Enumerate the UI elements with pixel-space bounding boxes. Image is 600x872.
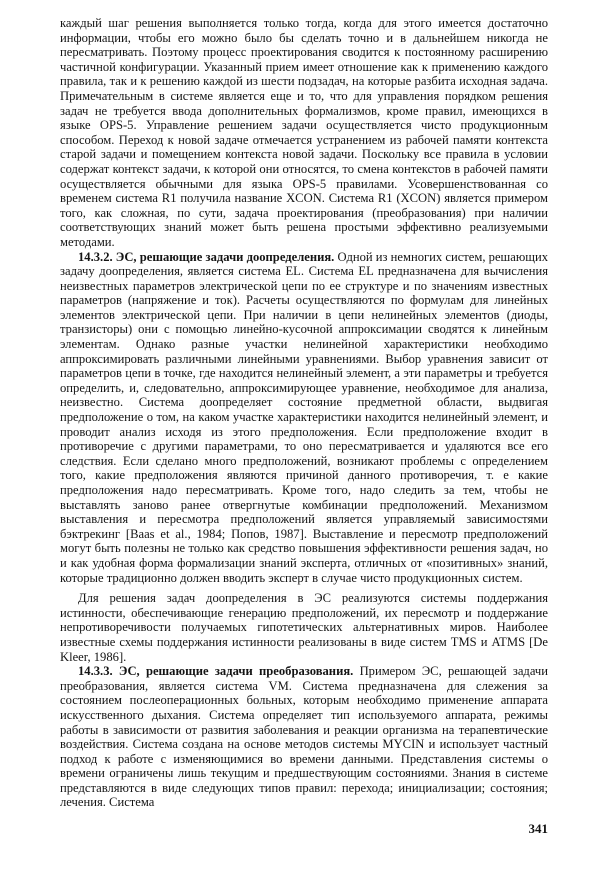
paragraph-vm-system xyxy=(60,664,548,810)
section-heading-14-3-3: 14.3.3. ЭС, решающие задачи преобразования. xyxy=(78,664,354,679)
section-heading-14-3-2: 14.3.2. ЭС, решающие задачи доопределения. xyxy=(78,249,335,264)
paragraph-r1-xcon xyxy=(60,16,548,250)
paragraph-text: каждый шаг решения выполняется только тогда, когда для этого имеется достаточно информации, чтобы его можно было бы сделать точно и в дальнейшем никогда не пересматривать. Поэтому процесс проектирования сводится к постоянному расширению частичной конфигурации. Указанный прием имеет отношение как к применению каждого правила, так и к решению каждой из шести подзадач, на которые разбита исходная задача. Примечательным в системе является еще и то, что для управления порядком решения задач не требуется ввода дополнительных формализмов, кроме правил, имеющихся в языке OPS-5. Управление решением задачи осуществляется чисто продукционным способом. Переход к новой задаче отмечается устранением из рабочей памяти контекста старой задачи и помещением контекста новой задачи. Поскольку все правила в условии содержат контекст задачи, к которой они относятся, то смена контекстов в рабочей памяти осуществляется обычными для языка OPS-5 правилами. Усовершенствованная со временем система R1 получила название XCON. Система R1 (XCON) является примером того, как сложная, по сути, задача проектирования (преобразования) при наличии соответствующих знаний может быть решена простыми эффективно реализуемыми методами. xyxy=(60,16,548,249)
paragraph-truth-maintenance xyxy=(60,591,548,664)
paragraph-text: Одной из немногих систем, решающих задачу доопределения, является система EL. Система EL предназначена для вычисления неизвестных параметров электрической цепи по ее структуре и по значениям известных параметров (напряжение и ток). Расчеты осуществляются по формулам для линейных элементов электрической цепи. При наличии в цепи нелинейных элементов (диоды, транзисторы) они с помощью линейно-кусочной аппроксимации сводятся к линейным элементам. Однако разные участки нелинейной характеристики необходимо аппроксимировать различными линейными уравнениями. Выбор уравнения зависит от параметров цепи в точке, где находится нелинейный элемент, а эти параметры и требуется определить, и, следовательно, аппроксимирующее уравнение, необходимое для анализа, неизвестно. Система доопределяет состояние предметной области, выдвигая предположение о том, на каком участке характеристики находится нелинейный элемент, и проводит анализ исходя из этого предположения. Если предположение входит в противоречие с другими параметрами, то оно пересматривается и удаляются все его следствия. Если сделано много предположений, возникают проблемы с определением того, какие предположения являются причиной данного противоречия, т. е какие предположения надо пересматривать. Кроме того, надо следить за тем, чтобы не выставлять заново ранее отвергнутые комбинации предположений. Механизмом выставления и пересмотра предположений является управляемый зависимостями бэктрекинг [Baas et al., 1984; Попов, 1987]. Выставление и пересмотр предположений могут быть полезны не только как средство повышения эффективности решения задач, но и как удобная форма формализации знаний эксперта, отличных от «позитивных» знаний, которые традиционно должен вводить эксперт в случае чисто продукционных систем. xyxy=(60,249,548,585)
page-number: 341 xyxy=(528,821,548,836)
paragraph-text: Для решения задач доопределения в ЭС реализуются системы поддержания истинности, обеспечивающие генерацию предположений, их пересмотр и поддержание непротиворечивости получаемых гипотетических альтернативных миров. Наиболее известные схемы поддержания истинности реализованы в виде систем TMS и ATMS [De Kleer, 1986]. xyxy=(60,591,548,664)
paragraph-el-system xyxy=(60,250,548,586)
paragraph-text: Примером ЭС, решающей задачи преобразования, является система VM. Система предназначена для слежения за состоянием послеоперационных больных, которым необходимо применение аппарата искусственного дыхания. Система определяет тип используемого аппарата, режимы работы в зависимости от развития заболевания и реакции организма на терапевтические воздействия. Система создана на основе методов системы MYCIN и использует частный подход к работе с изменяющимися во времени данными. Представления системы о времени ограничены лишь текущим и предшествующим состояниями. Знания в системе представляются в виде следующих типов правил: перехода; инициализации; состояния; лечения. Система xyxy=(60,664,548,810)
